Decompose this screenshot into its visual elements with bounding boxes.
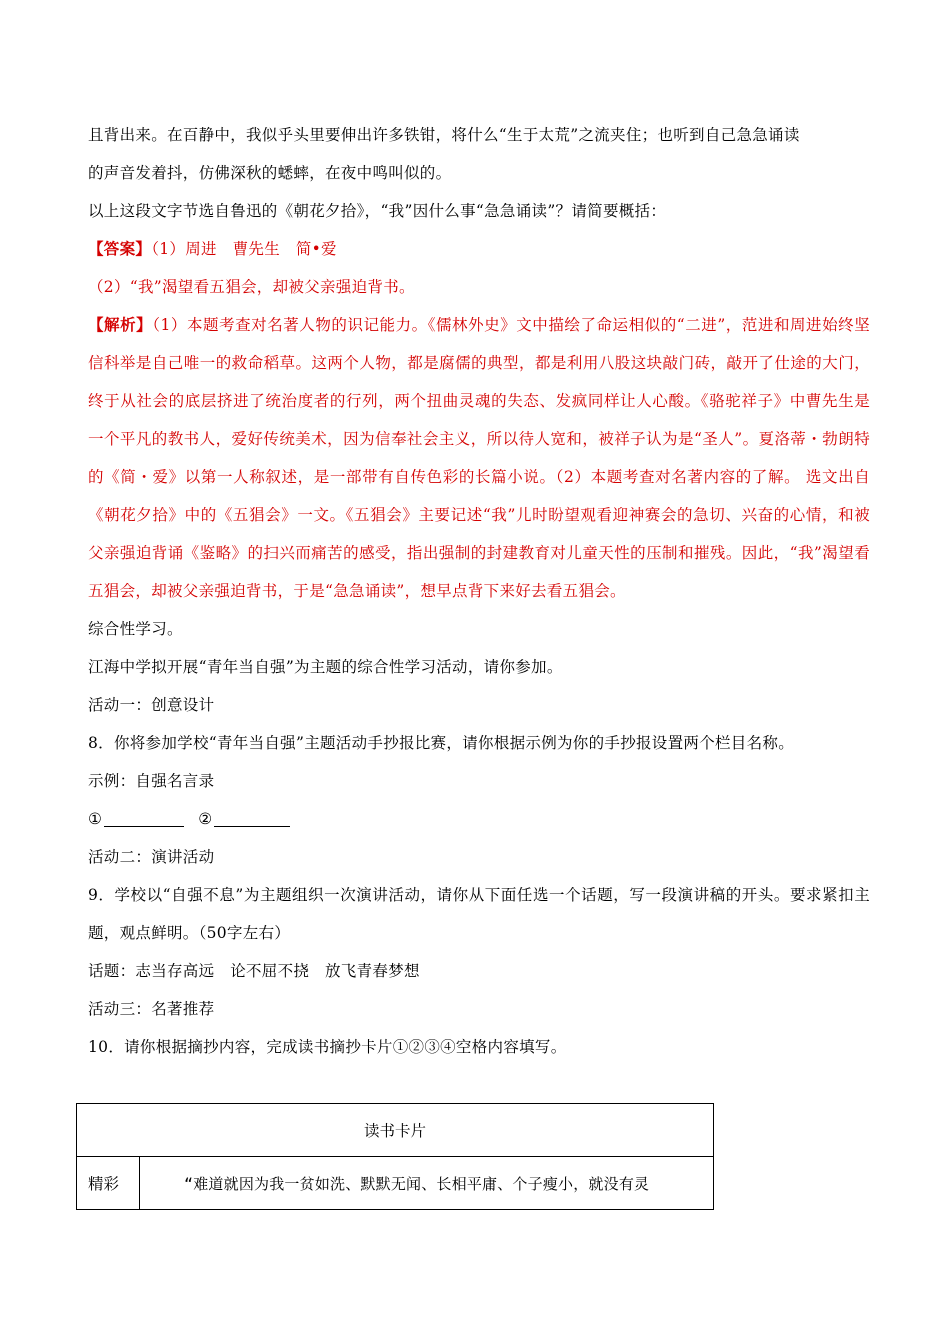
answer-line: （2）“我”渴望看五猖会，却被父亲强迫背书。 <box>88 278 415 296</box>
analysis-paragraph <box>88 306 870 610</box>
analysis-text: （1）本题考查对名著人物的识记能力。《儒林外史》文中描绘了命运相似的“二进”，范进和周进始终坚信科举是自己唯一的救命稻草。这两个人物，都是腐儒的典型，都是利用八股这块敲门砖，敲开了仕途的大门，终于从社会的底层挤进了统治度者的行列，两个扭曲灵魂的失态、发疯同样让人心酸。《骆驼祥子》中曹先生是一个平凡的教书人，爱好传统美术，因为信奉社会主义，所以待人宽和，被祥子认为是“圣人”。夏洛蒂・勃朗特的《简・爱》以第一人称叙述，是一部带有自传色彩的长篇小说。（2）本题考查对名著内容的了解。 选文出自《朝花夕拾》中的《五猖会》一文。《五猖会》主要记述“我”儿时盼望观看迎神赛会的急切、兴奋的心情，和被父亲强迫背诵《鉴略》的扫兴而痛苦的感受，指出强制的封建教育对儿童天性的压制和摧残。因此，“我”渴望看五猖会，却被父亲强迫背书，于是“急急诵读”，想早点背下来好去看五猖会。 <box>88 316 871 600</box>
card-row-text: “难道就因为我一贫如洗、默默无闻、长相平庸、个子瘦小，就没有灵 <box>140 1157 714 1210</box>
question-10: 10．请你根据摘抄内容，完成读书摘抄卡片①②③④空格内容填写。 <box>88 1038 567 1056</box>
question-8: 8．你将参加学校“青年当自强”主题活动手抄报比赛，请你根据示例为你的手抄报设置两个栏目名称。 <box>88 734 795 752</box>
reading-card-table <box>76 1103 714 1210</box>
card-row-label: 精彩 <box>77 1157 140 1210</box>
intro-text: 江海中学拟开展“青年当自强”为主题的综合性学习活动，请你参加。 <box>88 658 563 676</box>
answer-text: （1）周进 曹先生 简•爱 <box>151 240 337 258</box>
answer-blanks <box>88 800 870 838</box>
topics-text: 话题：志当存高远 论不屈不挠 放飞青春梦想 <box>88 962 420 980</box>
card-header-row <box>77 1104 714 1157</box>
activity-heading: 活动一：创意设计 <box>88 696 215 714</box>
answer-line <box>88 230 870 268</box>
passage-line: 的声音发着抖，仿佛深秋的蟋蟀，在夜中鸣叫似的。 <box>88 164 452 182</box>
document-body <box>88 116 870 1066</box>
blank-line-2 <box>214 808 290 827</box>
answer-tag: 【答案】 <box>88 239 152 258</box>
section-heading: 综合性学习。 <box>88 620 183 638</box>
card-title: 读书卡片 <box>77 1104 714 1157</box>
blank-line-1 <box>104 808 184 827</box>
activity-heading: 活动三：名著推荐 <box>88 1000 215 1018</box>
example-text: 示例：自强名言录 <box>88 772 215 790</box>
question-text: 以上这段文字节选自鲁迅的《朝花夕拾》，“我”因什么事“急急诵读”？请简要概括： <box>88 202 667 220</box>
passage-line: 且背出来。在百静中，我似乎头里要伸出许多铁钳，将什么“生于太荒”之流夹住；也听到自己急急诵读 <box>88 126 800 144</box>
activity-heading: 活动二：演讲活动 <box>88 848 215 866</box>
card-row <box>77 1157 714 1210</box>
question-9: 9．学校以“自强不息”为主题组织一次演讲活动，请你从下面任选一个话题，写一段演讲稿的开头。要求紧扣主题，观点鲜明。（50字左右） <box>88 886 870 942</box>
analysis-tag: 【解析】 <box>88 315 153 334</box>
blank-label-2: ② <box>198 810 213 828</box>
blank-label-1: ① <box>88 810 103 828</box>
